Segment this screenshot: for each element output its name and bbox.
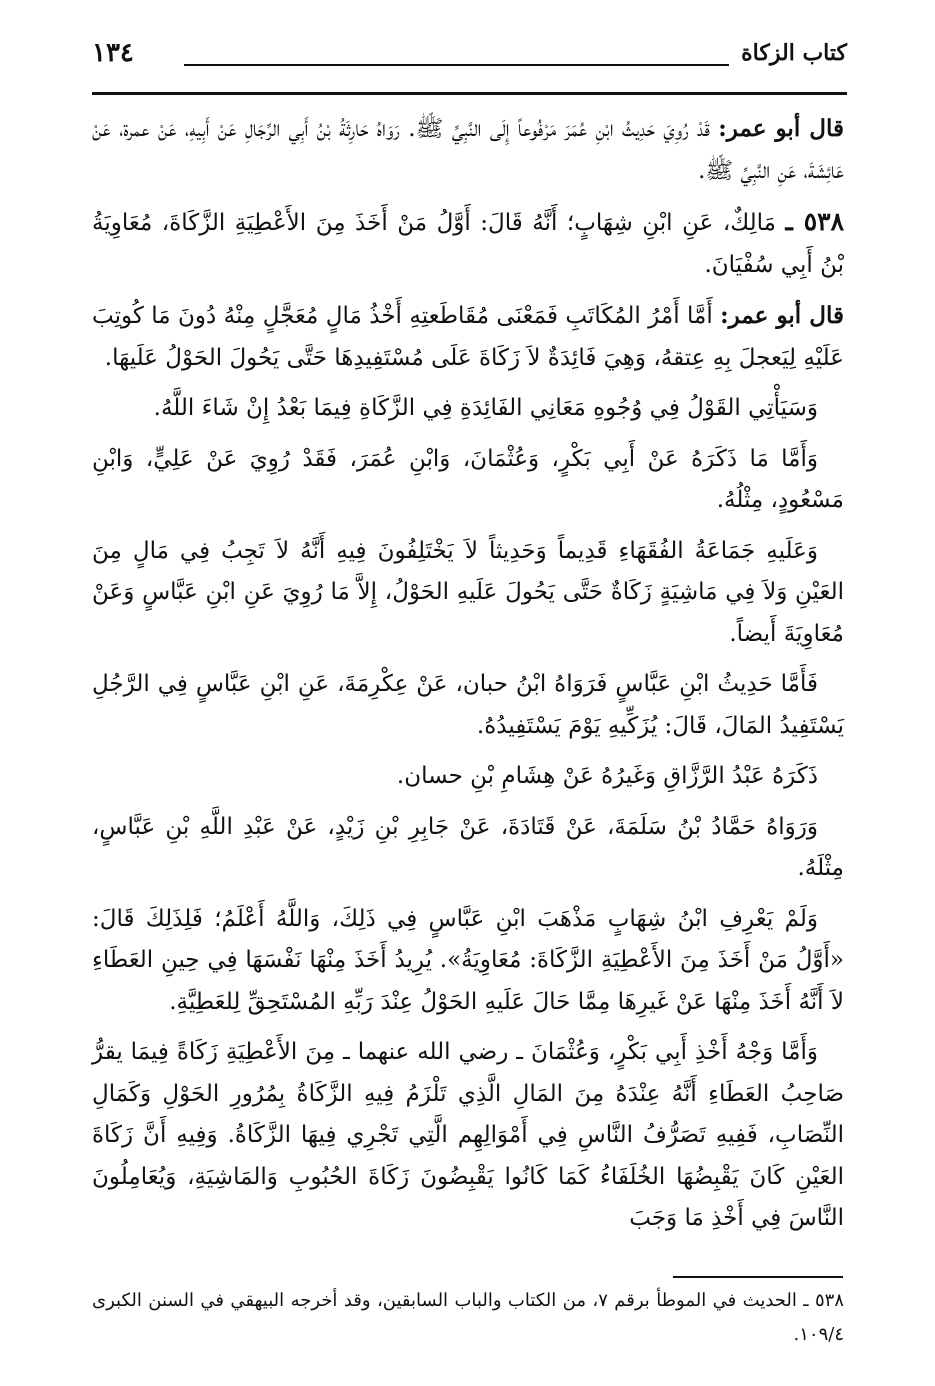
hadith-entry <box>92 201 844 286</box>
running-title: كتاب الزكاة <box>741 40 847 66</box>
main-text <box>92 108 844 1249</box>
paragraph: وَرَوَاهُ حَمَّادُ بْنُ سَلَمَةَ، عَنْ قَتَادَةَ، عَنْ جَابِرِ بْنِ زَيْدٍ، عَنْ عَبْدِ اللَّهِ بْنِ عَبَّاسٍ، مِثْلَهُ. <box>92 813 844 881</box>
paragraph: وَسَيَأْتِي القَوْلُ فِي وُجُوهِ مَعَانِي الفَائِدَةِ فِي الزَّكَاةِ فِيمَا بَعْدُ إِنْ شَاءَ اللَّهُ. <box>153 395 818 421</box>
paragraph-text: أَمَّا أَمْرُ المُكَاتَبِ فَمَعْنَى مُقَاطَعتِهِ أَخْذُ مَالٍ مُعَجَّلٍ مِنْهُ دُونَ مَا كُوتِبَ عَلَيْهِ لِيَعجلَ بِهِ عِتقهُ، وَهِيَ فَائِدَةٌ لاَ زَكَاةَ عَلَى مُسْتَفِيدِهَا حَتَّى يَحُولَ الحَوْلُ عَلَيهَا. <box>92 303 844 371</box>
speaker-label: قال أبو عمر: <box>720 302 844 329</box>
footnote: ٥٣٨ ـ الحديث في الموطأ برقم ٧، من الكتاب والباب السابقين، وقد أخرجه البيهقي في السنن الكبرى ١٠٩/٤. <box>92 1290 844 1345</box>
paragraph: وَأَمَّا مَا ذَكَرَهُ عَنْ أَبِي بَكْرٍ، وَعُثْمَانَ، وَابْنِ عُمَرَ، فَقَدْ رُوِيَ عَنْ عَلِيٍّ، وَابْنِ مَسْعُودٍ، مِثْلُهُ. <box>92 445 844 513</box>
footnote-rule <box>673 1276 843 1278</box>
paragraph-text: مَالِكٌ، عَنِ ابْنِ شِهَابٍ؛ أَنَّهُ قَالَ: أَوَّلُ مَنْ أَخَذَ مِنَ الأَعْطِيَةِ الزَّكَاةَ، مُعَاوِيَةُ بْنُ أَبِي سُفْيَانَ. <box>92 210 844 278</box>
paragraph: وَأَمَّا وَجْهُ أَخْذِ أَبِي بَكْرٍ، وَعُثْمَانَ ـ رضي الله عنهما ـ مِنَ الأَعْطِيَةِ زَكَاةً فِيمَا يقرُّ صَاحِبُ العَطَاءِ أَنَّهُ عِنْدَهُ مِنَ المَالِ الَّذِي تَلْزَمُ فِيهِ الزَّكَاةُ بِمُرُورِ الحَوْلِ وَكَمَالِ النِّصَابِ، فَفِيهِ تَصَرُّفُ النَّاسِ فِي أَمْوَالِهِم الَّتِي تَجْرِي فِيهَا الزَّكَاةُ. وَفِيهِ أَنَّ زَكَاةَ العَيْنِ كَانَ يَقْبِضُهَا الخُلَفَاءُ كَمَا كَانُوا يَقْبِضُونَ زَكَاةَ الحُبُوبِ وَالمَاشِيَةِ، وَيُعَامِلُونَ النَّاسَ فِي أَخْذِ مَا وَجَبَ <box>92 1039 844 1231</box>
paragraph: ذَكَرَهُ عَبْدُ الرَّزَّاقِ وَغَيرُهُ عَنْ هِشَامِ بْنِ حسان. <box>396 763 818 789</box>
paragraph: وَعَلَيهِ جَمَاعَةُ الفُقَهَاءِ قَدِيماً وَحَدِيثاً لاَ يَخْتَلِفُونَ فِيهِ أَنَّهُ لاَ تَجِبُ فِي مَالٍ مِنَ العَيْنِ وَلاَ فِي مَاشِيَةٍ زَكَاةٌ حَتَّى يَحُولَ عَلَيهِ الحَوْلُ، إِلاَّ مَا رُوِيَ عَنِ ابْنِ عَبَّاسٍ وَعَنْ مُعَاوِيَةَ أَيضاً. <box>92 537 844 647</box>
paragraph <box>92 108 844 192</box>
paragraph: فَأَمَّا حَدِيثُ ابْنِ عَبَّاسٍ فَرَوَاهُ ابْنُ حبان، عَنْ عِكْرِمَةَ، عَنِ ابْنِ عَبَّاسٍ فِي الرَّجُلِ يَسْتَفِيدُ المَالَ، قَالَ: يُزَكِّيهِ يَوْمَ يَسْتَفِيدُهُ. <box>92 671 844 739</box>
header-rule <box>184 64 729 66</box>
page-number: ١٣٤ <box>92 38 134 68</box>
paragraph: وَلَمْ يَعْرِفِ ابْنُ شِهَابٍ مَذْهَبَ ابْنِ عَبَّاسٍ فِي ذَلِكَ، وَاللَّهُ أَعْلَمُ؛ فَلِذَلِكَ قَالَ: «أَوَّلُ مَنْ أَخَذَ مِنَ الأَعْطِيَةِ الزَّكَاةَ: مُعَاوِيَةُ». يُرِيدُ أَخَذَ مِنْهَا نَفْسَهَا فِي حِينِ العَطَاءِ لاَ أَنَّهُ أَخَذَ مِنْهَا عَنْ غَيرِهَا مِمَّا حَالَ عَلَيهِ الحَوْلُ عِنْدَ رَبِّهِ المُسْتَحِقِّ لِلعَطِيَّةِ. <box>92 905 844 1015</box>
speaker-label: قال أبو عمر: <box>718 115 844 142</box>
page-header <box>92 34 847 95</box>
paragraph-text: قَدْ رُوِيَ حَدِيثُ ابْنِ عُمَرَ مَرْفُوعاً إِلَى النَّبِيِّ ﷺ. رَوَاهُ حَارِثَةُ بْنُ أَبِي الرِّجَالِ عَنْ أَبِيهِ، عَنْ عمرة، عَنْ عَائِشَةَ، عَنِ النَّبِيِّ ﷺ. <box>92 116 844 184</box>
hadith-number: ٥٣٨ ـ <box>785 207 845 236</box>
paragraph <box>92 295 844 379</box>
